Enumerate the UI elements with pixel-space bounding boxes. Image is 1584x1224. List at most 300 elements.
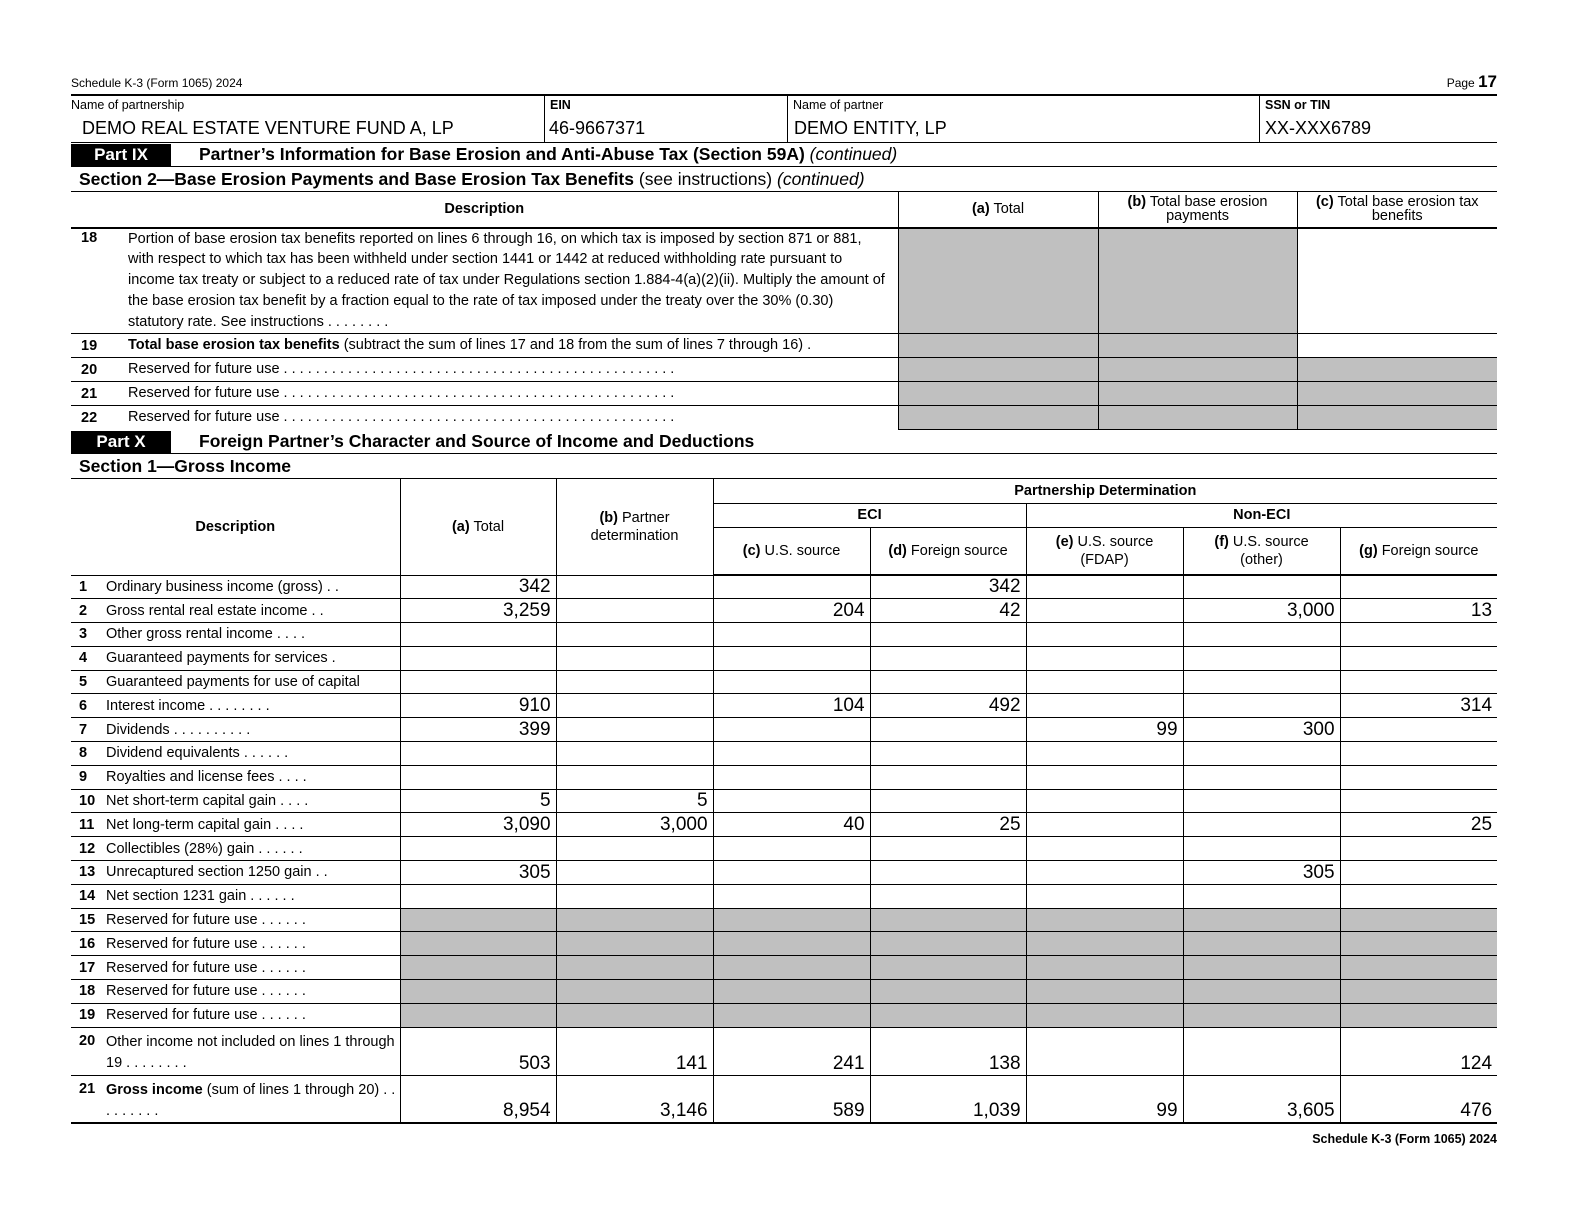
line-description: Interest income . . . . . . . .: [106, 694, 400, 718]
line-14-col-f[interactable]: [1183, 884, 1340, 908]
line-description: Dividend equivalents . . . . . .: [106, 742, 400, 766]
line-description-text: Gross rental real estate income: [106, 602, 308, 619]
line-12-col-g[interactable]: [1340, 837, 1497, 861]
line-22-col-b: [1098, 406, 1297, 430]
line-number: 8: [71, 742, 106, 766]
line-12-col-c[interactable]: [713, 837, 870, 861]
line-5-col-b[interactable]: [556, 670, 713, 694]
line-6-col-e[interactable]: [1026, 694, 1183, 718]
line-1-col-e[interactable]: [1026, 575, 1183, 599]
line-19-col-c[interactable]: [1297, 334, 1497, 358]
col-g-foreign-source: (g) Foreign source: [1340, 527, 1497, 575]
line-8-col-c[interactable]: [713, 742, 870, 766]
part-x-label: Part X: [71, 431, 171, 453]
line-description-text: Collectibles (28%) gain: [106, 840, 255, 857]
line-20-col-c[interactable]: 241: [713, 1027, 870, 1075]
line-number: 7: [71, 718, 106, 742]
line-19-col-b: [1098, 334, 1297, 358]
line-17-col-c: [713, 956, 870, 980]
partnership-name-field[interactable]: [71, 96, 544, 142]
part-x-title: Foreign Partner’s Character and Source of Income and Deductions: [199, 431, 755, 451]
line-9-col-g[interactable]: [1340, 765, 1497, 789]
line-description-text: Reserved for future use: [106, 912, 258, 929]
line-2-col-b[interactable]: [556, 599, 713, 623]
line-description-text: Reserved for future use: [106, 959, 258, 976]
line-description-text: Guaranteed payments for use of capital: [106, 674, 360, 691]
line-1-col-c[interactable]: [713, 575, 870, 599]
line-description: Reserved for future use . . . . . .: [106, 1003, 400, 1027]
line-number: 19: [71, 334, 128, 358]
line-10-row: [71, 789, 1497, 813]
line-number: 1: [71, 575, 106, 599]
page-label: Page: [1446, 76, 1475, 90]
line-18-col-a: [400, 980, 556, 1004]
line-15-col-d: [870, 908, 1026, 932]
line-2-col-c[interactable]: 204: [713, 599, 870, 623]
line-description-text: Dividend equivalents: [106, 745, 240, 762]
line-description-text: Reserved for future use: [106, 1007, 258, 1024]
line-description: Net short-term capital gain . . . .: [106, 789, 400, 813]
line-11-col-a[interactable]: 3,090: [400, 813, 556, 837]
line-20-col-b[interactable]: 141: [556, 1027, 713, 1075]
line-22-col-a: [898, 406, 1098, 430]
line-11-col-f[interactable]: [1183, 813, 1340, 837]
part-ix-table: [71, 191, 1497, 430]
line-20-row: [71, 358, 1497, 382]
line-6-col-a[interactable]: 910: [400, 694, 556, 718]
line-13-row: [71, 861, 1497, 885]
line-14-col-g[interactable]: [1340, 884, 1497, 908]
line-9-col-a[interactable]: [400, 765, 556, 789]
line-17-row: [71, 956, 1497, 980]
ein-field[interactable]: [544, 96, 787, 142]
col-e-us-source-fdap: (e) U.S. source (FDAP): [1026, 527, 1183, 575]
line-number: 18: [71, 228, 128, 334]
line-20-col-g[interactable]: 124: [1340, 1027, 1497, 1075]
line-21-description: Reserved for future use . . .: [128, 382, 898, 406]
total-col-d[interactable]: 1,039: [870, 1075, 1026, 1123]
line-number: 18: [71, 980, 106, 1004]
form-page: [71, 70, 1497, 1146]
line-5-col-d[interactable]: [870, 670, 1026, 694]
line-14-col-e[interactable]: [1026, 884, 1183, 908]
line-description-text: Guaranteed payments for services: [106, 650, 328, 667]
line-7-col-d[interactable]: [870, 718, 1026, 742]
line-20-row: [71, 1027, 1497, 1075]
line-6-col-c[interactable]: 104: [713, 694, 870, 718]
line-number: 20: [71, 1027, 106, 1075]
line-number: 16: [71, 932, 106, 956]
partnership-name-label: Name of partnership: [71, 98, 185, 112]
line-20-col-b: [1098, 358, 1297, 382]
line-21-gross-income-row: [71, 1075, 1497, 1123]
line-17-col-d: [870, 956, 1026, 980]
line-18-row: [71, 228, 1497, 334]
line-19-row: [71, 334, 1497, 358]
line-8-col-f[interactable]: [1183, 742, 1340, 766]
line-8-col-b[interactable]: [556, 742, 713, 766]
line-12-row: [71, 837, 1497, 861]
line-20-col-a: [898, 358, 1098, 382]
line-8-col-d[interactable]: [870, 742, 1026, 766]
line-3-row: [71, 623, 1497, 647]
line-5-col-g[interactable]: [1340, 670, 1497, 694]
partner-name-value: DEMO ENTITY, LP: [794, 118, 947, 138]
line-18-col-b: [1098, 228, 1297, 334]
line-6-col-b[interactable]: [556, 694, 713, 718]
line-15-col-b: [556, 908, 713, 932]
part-ix-column-headers: [71, 192, 1497, 228]
line-10-col-c[interactable]: [713, 789, 870, 813]
identification-row: [71, 94, 1497, 143]
part-ix-label: Part IX: [71, 144, 171, 166]
line-11-row: [71, 813, 1497, 837]
line-21-col-c: [1297, 382, 1497, 406]
line-3-col-g[interactable]: [1340, 623, 1497, 647]
ssn-field[interactable]: [1259, 96, 1497, 142]
line-11-col-c[interactable]: 40: [713, 813, 870, 837]
col-c-us-source: (c) U.S. source: [713, 527, 870, 575]
page-number: 17: [1478, 72, 1497, 91]
line-9-col-c[interactable]: [713, 765, 870, 789]
line-number: 5: [71, 670, 106, 694]
line-description: Reserved for future use . . . . . .: [106, 908, 400, 932]
line-3-col-d[interactable]: [870, 623, 1026, 647]
col-d-foreign-source: (d) Foreign source: [870, 527, 1026, 575]
line-description-text: Net long-term capital gain: [106, 816, 272, 833]
line-16-col-d: [870, 932, 1026, 956]
line-13-col-d[interactable]: [870, 861, 1026, 885]
line-8-col-g[interactable]: [1340, 742, 1497, 766]
line-18-description: Portion of base erosion tax benefits reported on lines 6 through 16, on which tax is imposed by section 871 or 881, with respect to which tax has been withheld under section 1441 or 1442 at reduced withholding rate pursuant to income tax treaty or subject to a reduced rate of tax under Regulations section 1.884-4(a)(2)(ii). Multiply the amount of the base erosion tax benefit by a fraction equal to the rate of tax imposed under the treaty over the 30% (0.30) statutory rate. See instructions . . . . . . . .: [128, 228, 898, 334]
page-header: [71, 70, 1497, 94]
line-7-col-e[interactable]: 99: [1026, 718, 1183, 742]
line-number: 15: [71, 908, 106, 932]
group-non-eci: Non-ECI: [1026, 503, 1497, 527]
col-description: Description: [71, 192, 898, 228]
line-15-col-a: [400, 908, 556, 932]
line-number: 11: [71, 813, 106, 837]
part-x-gross-income-table: [71, 479, 1497, 1124]
line-10-col-d[interactable]: [870, 789, 1026, 813]
line-description: Royalties and license fees . . . .: [106, 765, 400, 789]
line-number: 20: [71, 358, 128, 382]
line-16-col-g: [1340, 932, 1497, 956]
line-2-row: [71, 599, 1497, 623]
part-x-header-row-1: [71, 479, 1497, 503]
line-18-col-e: [1026, 980, 1183, 1004]
partnership-name-value: DEMO REAL ESTATE VENTURE FUND A, LP: [82, 118, 454, 138]
section-note: (see instructions): [638, 169, 773, 189]
line-19-col-c: [713, 1003, 870, 1027]
line-3-col-b[interactable]: [556, 623, 713, 647]
line-16-col-f: [1183, 932, 1340, 956]
line-12-col-f[interactable]: [1183, 837, 1340, 861]
total-col-f[interactable]: 3,605: [1183, 1075, 1340, 1123]
line-description: Other income not included on lines 1 through 19 . . . . . . . .: [106, 1027, 400, 1075]
line-1-row: [71, 575, 1497, 599]
line-4-col-a[interactable]: [400, 646, 556, 670]
line-4-row: [71, 646, 1497, 670]
line-10-col-b[interactable]: 5: [556, 789, 713, 813]
line-14-col-b[interactable]: [556, 884, 713, 908]
line-15-col-f: [1183, 908, 1340, 932]
line-9-col-f[interactable]: [1183, 765, 1340, 789]
line-20-col-d[interactable]: 138: [870, 1027, 1026, 1075]
line-12-col-e[interactable]: [1026, 837, 1183, 861]
col-f-us-source-other: (f) U.S. source (other): [1183, 527, 1340, 575]
line-1-col-d[interactable]: 342: [870, 575, 1026, 599]
ssn-value: XX-XXX6789: [1265, 118, 1372, 138]
col-b-base-erosion-payments: (b) Total base erosion payments: [1098, 192, 1297, 228]
line-20-description: Reserved for future use . . .: [128, 358, 898, 382]
line-14-col-c[interactable]: [713, 884, 870, 908]
line-1-col-b[interactable]: [556, 575, 713, 599]
line-13-col-g[interactable]: [1340, 861, 1497, 885]
total-col-b[interactable]: 3,146: [556, 1075, 713, 1123]
ssn-label: SSN or TIN: [1265, 98, 1331, 112]
line-description-text: Royalties and license fees: [106, 769, 275, 786]
col-b-partner-determination: (b) Partner determination: [556, 479, 713, 575]
line-17-col-g: [1340, 956, 1497, 980]
line-18-col-b: [556, 980, 713, 1004]
line-17-col-f: [1183, 956, 1340, 980]
line-8-col-e[interactable]: [1026, 742, 1183, 766]
line-description: Unrecaptured section 1250 gain . .: [106, 861, 400, 885]
line-21-col-a: [898, 382, 1098, 406]
group-eci: ECI: [713, 503, 1026, 527]
line-3-col-a[interactable]: [400, 623, 556, 647]
line-4-col-b[interactable]: [556, 646, 713, 670]
line-22-row: [71, 406, 1497, 430]
line-4-col-e[interactable]: [1026, 646, 1183, 670]
line-number: 6: [71, 694, 106, 718]
line-10-col-f[interactable]: [1183, 789, 1340, 813]
line-18-col-c[interactable]: [1297, 228, 1497, 334]
line-15-row: [71, 908, 1497, 932]
line-description-text: Dividends: [106, 721, 170, 738]
line-9-col-b[interactable]: [556, 765, 713, 789]
line-number: 2: [71, 599, 106, 623]
line-19-col-f: [1183, 1003, 1340, 1027]
part-x-section-1-title: Section 1—Gross Income: [71, 454, 1497, 479]
line-16-col-e: [1026, 932, 1183, 956]
line-12-col-a[interactable]: [400, 837, 556, 861]
line-7-col-c[interactable]: [713, 718, 870, 742]
line-6-col-g[interactable]: 314: [1340, 694, 1497, 718]
line-5-col-e[interactable]: [1026, 670, 1183, 694]
line-description: Guaranteed payments for services .: [106, 646, 400, 670]
line-9-col-e[interactable]: [1026, 765, 1183, 789]
line-description: Collectibles (28%) gain . . . . . .: [106, 837, 400, 861]
line-19-description: Total base erosion tax benefits (subtract the sum of lines 17 and 18 from the sum of lines 7 through 16) .: [128, 334, 898, 358]
line-6-row: [71, 694, 1497, 718]
col-a-total: (a) Total: [898, 192, 1098, 228]
total-col-c[interactable]: 589: [713, 1075, 870, 1123]
line-description-text: Reserved for future use: [106, 935, 258, 952]
line-15-col-c: [713, 908, 870, 932]
line-number: 9: [71, 765, 106, 789]
line-18-col-c: [713, 980, 870, 1004]
line-11-col-d[interactable]: 25: [870, 813, 1026, 837]
section-title-text: Section 2—Base Erosion Payments and Base Erosion Tax Benefits: [79, 169, 634, 189]
page-indicator: [1447, 72, 1497, 92]
line-number: 21: [71, 1075, 106, 1123]
col-a-total: (a) Total: [400, 479, 556, 575]
line-18-row: [71, 980, 1497, 1004]
line-15-col-e: [1026, 908, 1183, 932]
line-8-row: [71, 742, 1497, 766]
line-10-col-g[interactable]: [1340, 789, 1497, 813]
line-7-col-b[interactable]: [556, 718, 713, 742]
line-20-col-f[interactable]: [1183, 1027, 1340, 1075]
line-description: Gross rental real estate income . .: [106, 599, 400, 623]
line-19-row: [71, 1003, 1497, 1027]
line-number: 17: [71, 956, 106, 980]
line-7-row: [71, 718, 1497, 742]
total-col-g[interactable]: 476: [1340, 1075, 1497, 1123]
line-16-row: [71, 932, 1497, 956]
line-14-col-a[interactable]: [400, 884, 556, 908]
line-description-text: Ordinary business income (gross): [106, 578, 323, 595]
line-19-col-a: [898, 334, 1098, 358]
ein-value: 46-9667371: [549, 118, 646, 138]
line-20-col-e[interactable]: [1026, 1027, 1183, 1075]
line-13-col-c[interactable]: [713, 861, 870, 885]
line-2-col-e[interactable]: [1026, 599, 1183, 623]
line-10-col-e[interactable]: [1026, 789, 1183, 813]
line-18-col-d: [870, 980, 1026, 1004]
line-3-col-f[interactable]: [1183, 623, 1340, 647]
line-number: 22: [81, 409, 98, 426]
partner-name-label: Name of partner: [793, 98, 884, 112]
col-description: Description: [71, 479, 400, 575]
line-number: 14: [71, 884, 106, 908]
part-ix-header: [71, 143, 1497, 167]
line-10-col-a[interactable]: 5: [400, 789, 556, 813]
line-2-col-f[interactable]: 3,000: [1183, 599, 1340, 623]
line-1-col-g[interactable]: [1340, 575, 1497, 599]
line-5-col-a[interactable]: [400, 670, 556, 694]
line-description: Net section 1231 gain . . . . . .: [106, 884, 400, 908]
line-13-col-a[interactable]: 305: [400, 861, 556, 885]
line-16-col-c: [713, 932, 870, 956]
total-col-e[interactable]: 99: [1026, 1075, 1183, 1123]
form-name: Schedule K-3 (Form 1065) 2024: [71, 76, 243, 90]
line-number: 13: [71, 861, 106, 885]
line-2-col-d[interactable]: 42: [870, 599, 1026, 623]
line-19-col-g: [1340, 1003, 1497, 1027]
line-7-col-g[interactable]: [1340, 718, 1497, 742]
line-11-col-e[interactable]: [1026, 813, 1183, 837]
line-11-col-b[interactable]: 3,000: [556, 813, 713, 837]
line-description-text: Unrecaptured section 1250 gain: [106, 864, 312, 881]
part-x-header: [71, 430, 1497, 454]
line-3-col-e[interactable]: [1026, 623, 1183, 647]
line-22-description: Reserved for future use . . .: [128, 406, 898, 430]
line-4-col-g[interactable]: [1340, 646, 1497, 670]
line-8-col-a[interactable]: [400, 742, 556, 766]
line-18-col-f: [1183, 980, 1340, 1004]
line-12-col-b[interactable]: [556, 837, 713, 861]
line-22-col-c: [1297, 406, 1497, 430]
line-21-description: Gross income (sum of lines 1 through 20) . . . . . . . . .: [106, 1075, 400, 1123]
line-19-col-a: [400, 1003, 556, 1027]
line-17-col-b: [556, 956, 713, 980]
line-16-col-b: [556, 932, 713, 956]
line-20-col-a[interactable]: 503: [400, 1027, 556, 1075]
line-12-col-d[interactable]: [870, 837, 1026, 861]
part-ix-continued: (continued): [809, 144, 898, 164]
part-ix-title-text: Partner’s Information for Base Erosion and Anti-Abuse Tax (Section 59A): [199, 144, 805, 164]
line-6-col-d[interactable]: 492: [870, 694, 1026, 718]
line-description-text: Other gross rental income: [106, 626, 273, 643]
line-13-col-f[interactable]: 305: [1183, 861, 1340, 885]
line-1-col-a[interactable]: 342: [400, 575, 556, 599]
ein-label: EIN: [550, 98, 571, 112]
line-3-col-c[interactable]: [713, 623, 870, 647]
line-description-text: Net section 1231 gain: [106, 888, 247, 905]
line-2-col-g[interactable]: 13: [1340, 599, 1497, 623]
line-7-col-f[interactable]: 300: [1183, 718, 1340, 742]
line-description: Net long-term capital gain . . . .: [106, 813, 400, 837]
line-20-col-c: [1297, 358, 1497, 382]
line-description: Reserved for future use . . . . . .: [106, 980, 400, 1004]
line-14-row: [71, 884, 1497, 908]
line-4-col-c[interactable]: [713, 646, 870, 670]
part-ix-section-2-title: [71, 167, 1497, 191]
line-4-col-f[interactable]: [1183, 646, 1340, 670]
line-6-col-f[interactable]: [1183, 694, 1340, 718]
line-description: Dividends . . . . . . . . . .: [106, 718, 400, 742]
line-number: 21: [71, 382, 128, 406]
line-5-row: [71, 670, 1497, 694]
line-13-col-e[interactable]: [1026, 861, 1183, 885]
line-19-col-d: [870, 1003, 1026, 1027]
line-2-col-a[interactable]: 3,259: [400, 599, 556, 623]
line-7-col-a[interactable]: 399: [400, 718, 556, 742]
line-description-text: Other income not included on lines 1 through 19: [106, 1033, 395, 1071]
line-14-col-d[interactable]: [870, 884, 1026, 908]
total-col-a[interactable]: 8,954: [400, 1075, 556, 1123]
line-number: 3: [71, 623, 106, 647]
line-9-col-d[interactable]: [870, 765, 1026, 789]
line-16-col-a: [400, 932, 556, 956]
line-5-col-f[interactable]: [1183, 670, 1340, 694]
part-ix-title: [199, 144, 897, 165]
col-c-base-erosion-tax-benefits: (c) Total base erosion tax benefits: [1297, 192, 1497, 228]
line-5-col-c[interactable]: [713, 670, 870, 694]
line-13-col-b[interactable]: [556, 861, 713, 885]
group-partnership-determination: Partnership Determination: [713, 479, 1497, 503]
line-19-col-b: [556, 1003, 713, 1027]
line-18-col-a: [898, 228, 1098, 334]
partner-name-field[interactable]: [787, 96, 1259, 142]
line-number: 4: [71, 646, 106, 670]
line-15-col-g: [1340, 908, 1497, 932]
line-9-row: [71, 765, 1497, 789]
line-description: [106, 670, 400, 694]
line-19-col-e: [1026, 1003, 1183, 1027]
line-description-text: Interest income: [106, 697, 206, 714]
line-number: 12: [71, 837, 106, 861]
line-11-col-g[interactable]: 25: [1340, 813, 1497, 837]
line-21-row: [71, 382, 1497, 406]
line-description: Other gross rental income . . . .: [106, 623, 400, 647]
line-4-col-d[interactable]: [870, 646, 1026, 670]
line-1-col-f[interactable]: [1183, 575, 1340, 599]
line-description-text: Net short-term capital gain: [106, 793, 277, 810]
